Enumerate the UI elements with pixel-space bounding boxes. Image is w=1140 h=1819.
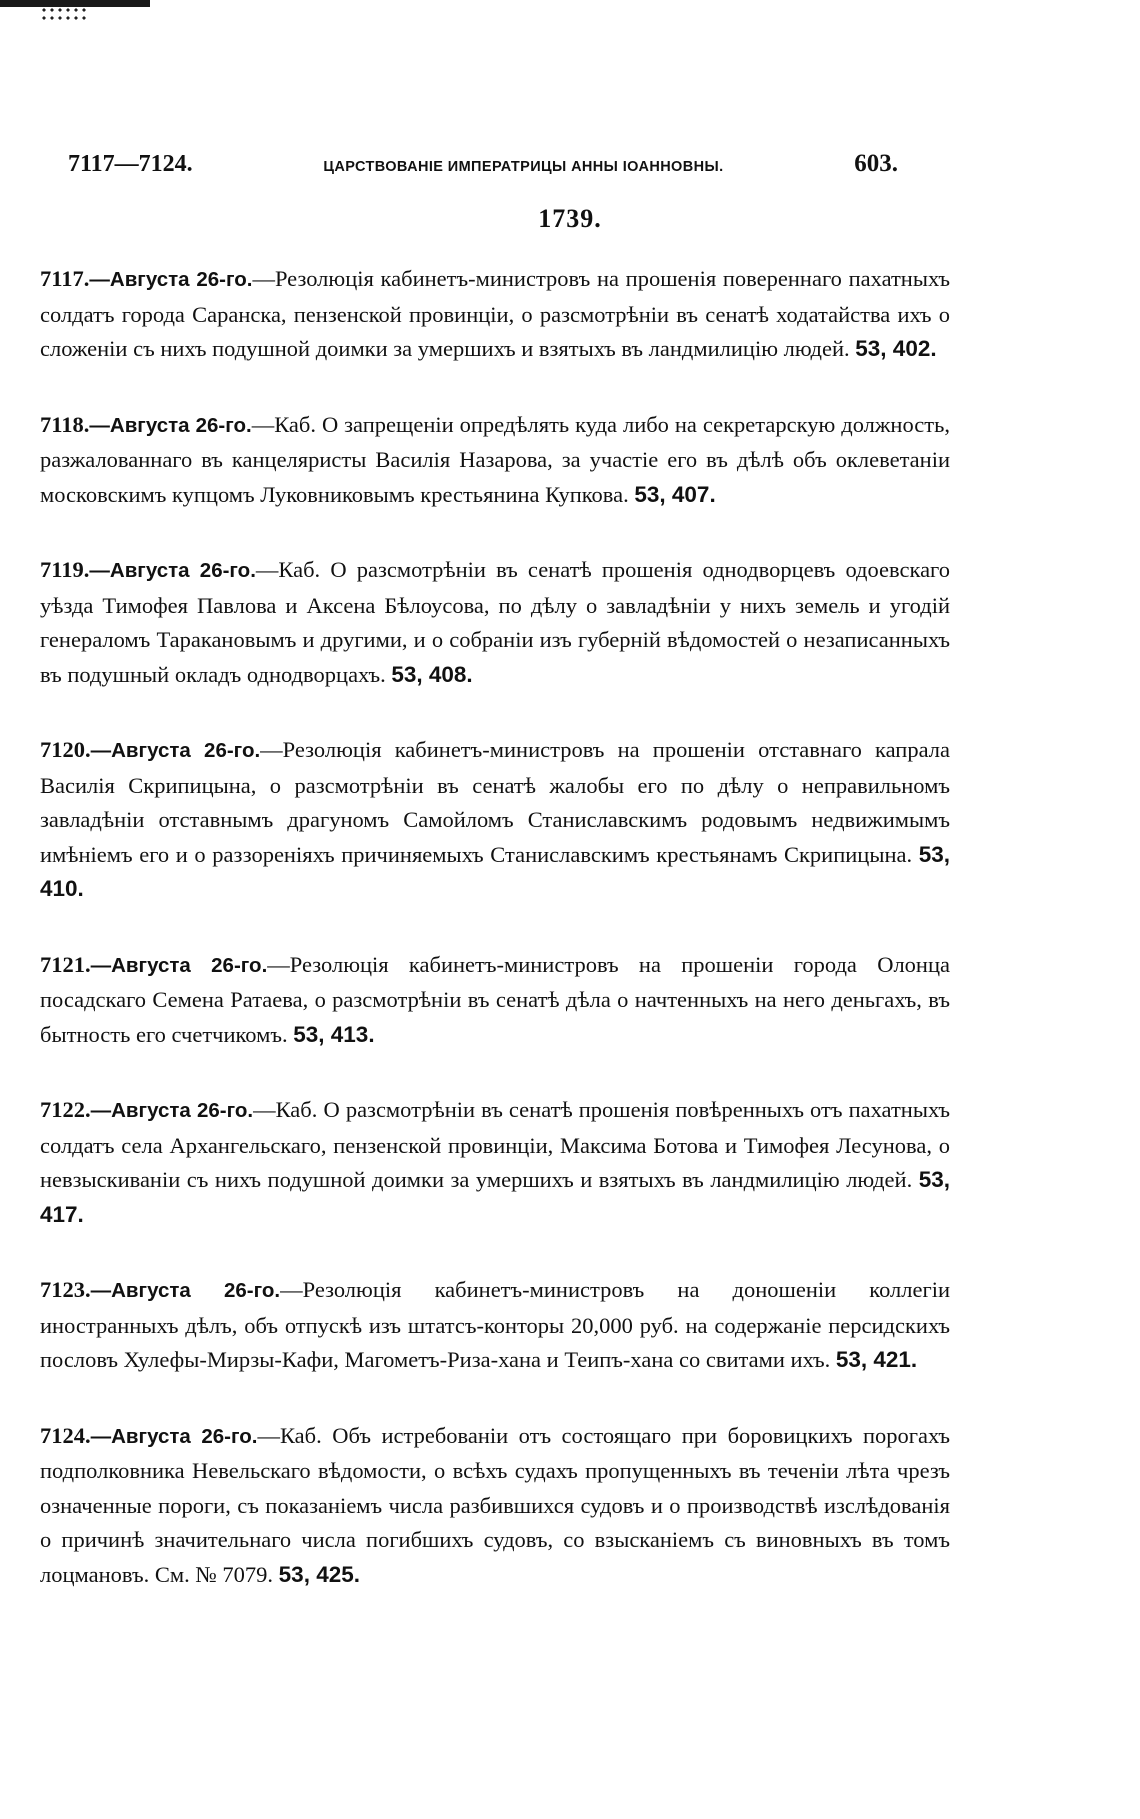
entry-number: 7123.: [40, 1277, 91, 1302]
entry-date: —Августа 26-го.: [89, 413, 252, 437]
entry-ref: 53, 425.: [278, 1561, 360, 1587]
running-title: ЦАРСТВОВАНІЕ ИМПЕРАТРИЦЫ АННЫ ІОАННОВНЫ.: [323, 159, 724, 175]
entry-7117: [40, 262, 950, 367]
entry-7119: [40, 553, 950, 692]
entry-7123: [40, 1273, 950, 1378]
entry-text: —Резолюція кабинетъ-министровъ на прошеніи отставнаго капрала Василія Скрипицына, о разсмотрѣніи въ сенатѣ жалобы его по дѣлу о неправильномъ завладѣніи отставнымъ драгуномъ Самойломъ Станиславскимъ родовымъ недвижимымъ имѣніемъ его и о раззореніяхъ причиняемыхъ Станиславскимъ крестьянамъ Скрипицына.: [40, 737, 950, 867]
entry-date: —Августа 26-го.: [90, 739, 261, 762]
entry-ref: 53, 408.: [391, 661, 473, 687]
header-range: 7117—7124.: [68, 151, 193, 177]
entry-date: —Августа 26-го.: [89, 268, 253, 291]
entry-7120: [40, 733, 950, 907]
entry-7121: [40, 948, 950, 1053]
page-number: 603.: [854, 150, 898, 177]
entries-list: [40, 262, 950, 1633]
entry-text: —Резолюція кабинетъ-министровъ на доношеніи коллегіи иностранныхъ дѣлъ, объ отпускѣ изъ штатсъ-конторы 20,000 руб. на содержаніе персидскихъ пословъ Хулефы-Мирзы-Кафи, Магометъ-Риза-хана и Теипъ-хана со свитами ихъ.: [40, 1277, 950, 1372]
entry-ref: 53, 413.: [293, 1021, 375, 1047]
entry-ref: 53, 407.: [634, 481, 716, 507]
entry-ref: 53, 421.: [835, 1347, 918, 1372]
scan-artifact: [0, 0, 150, 18]
entry-ref: 53, 402.: [855, 336, 937, 361]
entry-number: 7121.: [40, 951, 91, 977]
entry-text: —Каб. О разсмотрѣніи въ сенатѣ прошенія повѣренныхъ отъ пахатныхъ солдатъ села Архангельскаго, пензенской провинціи, Максима Ботова и Тимофея Лесунова, о невзыскиваніи съ нихъ подушной доимки за умершихъ и взятыхъ въ ландмилицію людей.: [40, 1097, 950, 1192]
page-header: [68, 150, 898, 190]
entry-number: 7119.: [40, 557, 90, 582]
entry-number: 7118.: [40, 411, 90, 437]
entry-7122: [40, 1093, 950, 1232]
entry-text: —Резолюція кабинетъ-министровъ на прошенія повереннаго пахатныхъ солдатъ города Саранска, пензенской провинціи, о разсмотрѣніи въ сенатѣ ходатайства ихъ о сложеніи съ нихъ подушной доимки за умершихъ и взятыхъ въ ландмилицію людей.: [40, 266, 950, 361]
entry-7118: [40, 408, 950, 513]
entry-date: —Августа 26-го.: [90, 1424, 258, 1448]
entry-text: —Каб. О разсмотрѣніи въ сенатѣ прошенія однодворцевъ одоевскаго уѣзда Тимофея Павлова и Аксена Бѣлоусова, по дѣлу о завладѣніи у нихъ земель и угодій генераломъ Таракановымъ и другими, и о собраніи изъ губерній вѣдомостей о незаписанныхъ въ подушный окладъ однодворцахъ.: [40, 557, 950, 687]
entry-ref: 53, 417.: [40, 1167, 950, 1227]
entry-text: —Каб. О запрещеніи опредѣлять куда либо на секретарскую должность, разжалованнаго въ канцеляристы Василія Назарова, за участіе его въ дѣлѣ объ оклеветаніи московскимъ купцомъ Луковниковымъ крестьянина Купкова.: [40, 411, 950, 507]
entry-number: 7124.: [40, 1422, 91, 1448]
entry-7124: [40, 1419, 950, 1593]
year-heading: 1739.: [538, 204, 602, 233]
entry-number: 7120.: [40, 737, 91, 762]
entry-ref: 53, 410.: [40, 841, 951, 901]
entry-date: —Августа 26-го.: [90, 1279, 281, 1302]
entry-text: —Каб. Объ истребованіи отъ состоящаго при боровицкихъ порогахъ подполковника Невельскаго вѣдомости, о всѣхъ судахъ пропущенныхъ въ теченіи лѣта чрезъ означенные пороги, съ показаніемъ числа разбившихся судовъ и о производствѣ изслѣдованія о причинѣ значительнаго числа погибшихъ судовъ, со взысканіемъ съ виновныхъ въ томъ лоцмановъ. См. № 7079.: [40, 1422, 950, 1587]
entry-number: 7117.: [40, 266, 90, 291]
entry-number: 7122.: [40, 1097, 91, 1122]
entry-text: —Резолюція кабинетъ-министровъ на прошеніи города Олонца посадскаго Семена Ратаева, о разсмотрѣніи въ сенатѣ дѣла о начтенныхъ на него деньгахъ, въ бытность его счетчикомъ.: [40, 951, 950, 1047]
entry-date: —Августа 26-го.: [90, 1099, 254, 1122]
entry-date: —Августа 26-го.: [89, 559, 256, 582]
entry-date: —Августа 26-го.: [90, 953, 268, 977]
